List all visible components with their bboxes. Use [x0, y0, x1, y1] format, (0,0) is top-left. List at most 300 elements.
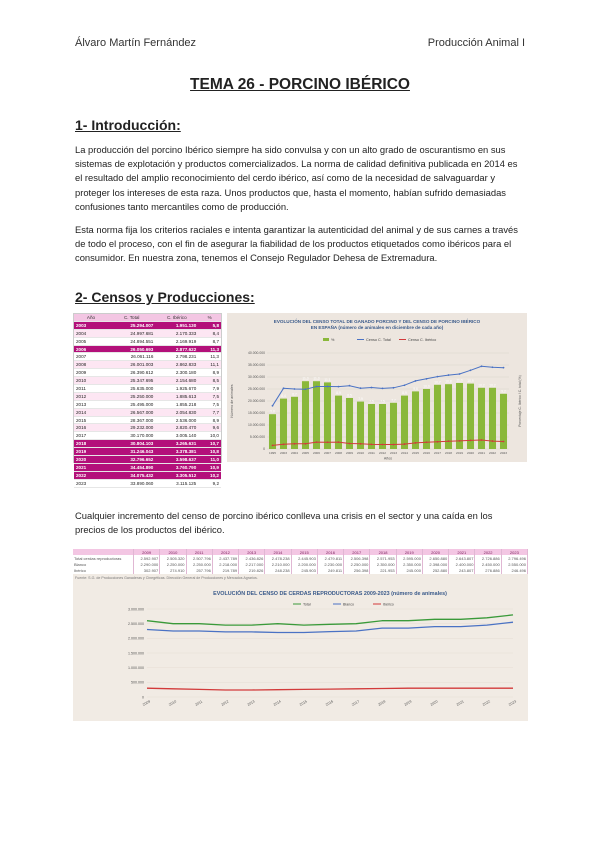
census-cell: 1.885.613: [155, 392, 198, 400]
pct-bar: [368, 404, 375, 449]
census-row: [74, 353, 221, 361]
census-cell: 2013: [74, 400, 108, 408]
census-cell: 2022: [74, 471, 108, 479]
x-tick-label: 2005: [302, 451, 309, 455]
sows-cell: 245.903: [291, 568, 317, 574]
census-cell: 8,9: [198, 369, 221, 377]
x-tick-label: 2018: [445, 451, 452, 455]
census-cell: 30.170.000: [108, 432, 155, 440]
census-cell: 2006: [74, 345, 108, 353]
census-cell: 2011: [74, 385, 108, 393]
col-header: %: [198, 314, 221, 321]
census-row: [74, 463, 221, 471]
census-cell: 11,0: [198, 456, 221, 464]
census-row: [74, 400, 221, 408]
x-tick-label: 2015: [298, 699, 308, 707]
x-tick-label: 2009: [142, 699, 151, 707]
bar-data-label: 8,5: [347, 393, 352, 398]
census-point: [459, 440, 461, 442]
sows-cell: 2.595.000: [396, 555, 422, 561]
sows-cell: 2.250.000: [186, 561, 212, 567]
sows-col-header: 2013: [239, 549, 265, 555]
census-cell: 3.305.512: [155, 471, 198, 479]
pct-bar: [445, 384, 452, 449]
sows-cell: Total cerdas reproductoras: [73, 555, 134, 561]
census-cell: 7,5: [198, 400, 221, 408]
census-cell: 26.390.612: [108, 369, 155, 377]
x-tick-label: 2003: [280, 451, 287, 455]
census-cell: 26.061.116: [108, 353, 155, 361]
legend-swatch: [323, 338, 329, 341]
census-point: [338, 386, 340, 388]
sows-cell: 2.398.000: [422, 561, 448, 567]
sows-row: [73, 555, 528, 561]
census-point: [415, 380, 417, 382]
intro-paragraph-1: La producción del porcino Ibérico siempre ha sido convulsa y con un alto grado de oscurantismo en sus sistemas de explotación y productos comercializados. La norma de calidad definitiva publicada en 2014 es el resultado del amplio reconocimiento del cerdo ibérico, así como de la necesidad de salvaguardar y proteger los intereses de esta raza. Unos productos que, hasta el momento, habían sufrido demasiadas confusiones tanto mercantiles como de producción.: [75, 144, 518, 212]
x-tick-label: 2004: [291, 451, 298, 455]
census-row: [74, 361, 221, 369]
sows-cell: Ibérico: [73, 568, 134, 574]
census-cell: 10,7: [198, 440, 221, 448]
col-header: Año: [74, 314, 108, 321]
sows-cell: 2.437.789: [212, 555, 238, 561]
census-cell: 32.796.652: [108, 456, 155, 464]
x-tick-label: 2021: [478, 451, 485, 455]
census-cell: 8,9: [198, 416, 221, 424]
bar-data-label: 9,2: [501, 389, 506, 394]
census-cell: 9,6: [198, 424, 221, 432]
sows-cell: 2.796.496: [501, 555, 527, 561]
census-row: [74, 448, 221, 456]
census-cell: 24.997.681: [108, 329, 155, 337]
census-cell: 3.378.381: [155, 448, 198, 456]
census-cell: 2.798.231: [155, 353, 198, 361]
census-cell: 10,8: [198, 448, 221, 456]
x-tick-label: 2019: [456, 451, 463, 455]
x-tick-label: 2019: [403, 699, 413, 707]
sows-cell: 256.398: [344, 568, 370, 574]
census-row: [74, 377, 221, 385]
sows-cell: 2.400.000: [449, 561, 475, 567]
sows-cell: 2.350.000: [370, 561, 396, 567]
y-tick-label: 25.000.000: [248, 387, 265, 392]
sows-cell: 2.450.000: [475, 561, 501, 567]
census-cell: 2018: [74, 440, 108, 448]
bar-data-label: 7,5: [380, 399, 385, 404]
sows-cell: 2.436.826: [239, 555, 265, 561]
sows-col-header: 2012: [212, 549, 238, 555]
sows-col-header: 2014: [265, 549, 291, 555]
census-cell: 2015: [74, 416, 108, 424]
bar-data-label: 11,3: [302, 376, 309, 381]
sows-cell: 2.505.320: [160, 555, 186, 561]
col-header: C. Ibérico: [155, 314, 198, 321]
census-cell: 30.804.103: [108, 440, 155, 448]
census-point: [316, 441, 318, 443]
x-tick-label: 2017: [351, 699, 361, 707]
sows-col-header: 2020: [422, 549, 448, 555]
y-tick-label: 40.000.000: [248, 351, 265, 356]
pct-bar: [357, 402, 364, 449]
sows-col-header: 2009: [134, 549, 160, 555]
census-cell: 24.894.551: [108, 337, 155, 345]
x-tick-label: 2014: [401, 451, 408, 455]
sows-cell: 2.445.903: [291, 555, 317, 561]
pct-bar: [324, 382, 331, 449]
pct-bar: [302, 381, 309, 449]
census-point: [470, 369, 472, 371]
sows-cell: 219.789: [212, 568, 238, 574]
sows-cell: 2.210.000: [265, 561, 291, 567]
census-cell: 2.170.333: [155, 329, 198, 337]
census-cell: 33.890.060: [108, 479, 155, 487]
census-cell: 2.536.000: [155, 416, 198, 424]
x-axis-label: Años: [383, 456, 393, 461]
sows-cell: 219.826: [239, 568, 265, 574]
sows-cell: 2.230.000: [317, 561, 343, 567]
sows-table: [73, 549, 528, 574]
bar-data-label: 9,6: [413, 386, 418, 391]
census-cell: 2007: [74, 353, 108, 361]
sows-cell: 248.238: [265, 568, 291, 574]
census-cell: 25.294.007: [108, 321, 155, 329]
census-cell: 3.598.637: [155, 456, 198, 464]
census-row: [74, 345, 221, 353]
pct-bar: [467, 384, 474, 449]
y-tick-label: 2.000.000: [128, 636, 144, 641]
census-point: [349, 385, 351, 387]
census-point: [404, 384, 406, 386]
census-point: [360, 387, 362, 389]
census-cell: 2005: [74, 337, 108, 345]
col-header: C. Total: [108, 314, 155, 321]
bar-data-label: 11,1: [324, 377, 331, 382]
sows-col-header: 2011: [186, 549, 212, 555]
y2-axis-label: Porcentaje C. Ibérico / C. total (%): [518, 375, 522, 427]
y-axis-label: Número de animales: [230, 384, 234, 418]
census-cell: 2012: [74, 392, 108, 400]
y-tick-label: 35.000.000: [248, 363, 265, 368]
y-tick-label: 1.500.000: [128, 651, 144, 656]
pct-bar: [291, 397, 298, 449]
sows-line-iberico: [147, 688, 513, 690]
legend-label: Blanco: [343, 602, 354, 607]
pct-bar: [379, 404, 386, 449]
x-tick-label: 2011: [368, 451, 375, 455]
x-tick-label: 2012: [220, 699, 230, 707]
bar-data-label: 11,3: [313, 376, 320, 381]
census-cell: 2023: [74, 479, 108, 487]
census-cell: 7,9: [198, 385, 221, 393]
census-cell: 10,2: [198, 471, 221, 479]
census-row: [74, 392, 221, 400]
x-tick-label: 2015: [412, 451, 419, 455]
intro-paragraph-2: Esta norma fija los criterios raciales e intenta garantizar la autenticidad del animal y de sus carnes a través de todo el proceso, con el fin de asegurar la fiabilidad de los productos etiquetados como ibéricos para el consumidor. En nuestra zona, tenemos el Consejo Regulador Dehesa de Extremadura.: [75, 224, 518, 264]
census-point: [503, 441, 505, 443]
census-row: [74, 329, 221, 337]
census-cell: 2.862.833: [155, 361, 198, 369]
census-row: [74, 471, 221, 479]
sows-col-header: 2023: [501, 549, 527, 555]
x-tick-label: 2023: [500, 451, 507, 455]
bar-data-label: 8,9: [402, 391, 407, 396]
census-cell: 2.877.622: [155, 345, 198, 353]
chart2-title: EVOLUCIÓN DEL CENSO DE CERDAS REPRODUCTORAS 2009-2023 (número de animales): [213, 591, 447, 597]
census-cell: 26.050.693: [108, 345, 155, 353]
sows-col-header: 2016: [317, 549, 343, 555]
sows-cell: 2.478.238: [265, 555, 291, 561]
x-tick-label: 2022: [489, 451, 496, 455]
census-cell: 1.951.130: [155, 321, 198, 329]
census-cell: 2.169.919: [155, 337, 198, 345]
pct-bar: [489, 388, 496, 449]
census-table: [73, 313, 222, 486]
bar-data-label: 10,7: [434, 380, 441, 385]
census-cell: 2008: [74, 361, 108, 369]
census-table-header: [74, 314, 221, 321]
census-point: [426, 378, 428, 380]
census-row: [74, 321, 221, 329]
census-row: [74, 456, 221, 464]
x-tick-label: 2016: [325, 699, 334, 707]
x-tick-label: 2014: [272, 699, 282, 707]
y-tick-label: 5.000.000: [249, 435, 265, 440]
census-cell: 10,0: [198, 432, 221, 440]
pct-bar: [269, 414, 276, 449]
census-cell: 8,4: [198, 329, 221, 337]
sows-cell: 2.571.953: [370, 555, 396, 561]
census-row: [74, 416, 221, 424]
census-cell: 2016: [74, 424, 108, 432]
census-cell: 2.300.180: [155, 369, 198, 377]
sows-cell: 2.350.000: [396, 561, 422, 567]
legend-label: Censo C. Total: [366, 338, 391, 342]
census-cell: 26.001.003: [108, 361, 155, 369]
census-cell: 26.567.000: [108, 408, 155, 416]
census-cell: 25.347.695: [108, 377, 155, 385]
pct-bar: [346, 398, 353, 449]
census-point: [294, 388, 296, 390]
sows-cell: 2.650.880: [422, 555, 448, 561]
census-point: [338, 441, 340, 443]
census-cell: 10,9: [198, 463, 221, 471]
legend-label: Ibérico: [383, 602, 394, 607]
census-point: [448, 374, 450, 376]
sows-chart-svg: [113, 585, 525, 718]
census-cell: 2014: [74, 408, 108, 416]
census-cell: 7,5: [198, 392, 221, 400]
sows-cell: 245.000: [396, 568, 422, 574]
census-cell: 25.250.000: [108, 392, 155, 400]
x-tick-label: 2013: [390, 451, 397, 455]
sows-cell: 2.200.000: [291, 561, 317, 567]
chart1-title: EVOLUCIÓN DEL CENSO TOTAL DE GANADO PORCINO Y DEL CENSO DE PORCINO IBÉRICO EN ESPAÑA (número de animales en diciembre de cada año): [273, 319, 481, 330]
sows-col-header: 2018: [370, 549, 396, 555]
census-cell: 25.495.000: [108, 400, 155, 408]
census-point: [305, 388, 307, 390]
census-point: [371, 387, 373, 389]
census-cell: 2.154.680: [155, 377, 198, 385]
bar-data-label: 10,2: [489, 383, 496, 388]
x-tick-label: 2013: [246, 699, 256, 707]
census-cell: 3.265.631: [155, 440, 198, 448]
census-row: [74, 440, 221, 448]
census-point: [382, 444, 384, 446]
page-title: TEMA 26 - PORCINO IBÉRICO: [190, 76, 410, 93]
census-row: [74, 424, 221, 432]
census-row: [74, 337, 221, 345]
census-cell: 3.005.140: [155, 432, 198, 440]
x-tick-label: 2022: [481, 699, 491, 707]
census-cell: 3.115.125: [155, 479, 198, 487]
census-cell: 7,7: [198, 408, 221, 416]
x-tick-label: 2021: [455, 699, 465, 707]
section-census-heading: 2- Censos y Producciones:: [75, 289, 255, 305]
census-row: [74, 432, 221, 440]
legend-label: Censo C. Ibérico: [408, 338, 437, 342]
bar-data-label: 7,7: [391, 398, 396, 403]
census-cell: 2.820.470: [155, 424, 198, 432]
bar-data-label: 11,0: [456, 378, 463, 383]
y-tick-label: 0: [142, 695, 144, 700]
census-cell: 2021: [74, 463, 108, 471]
bar-data-label: 10,9: [467, 379, 474, 384]
census-cell: 3.760.790: [155, 463, 198, 471]
pct-bar: [412, 391, 419, 449]
y-tick-label: 30.000.000: [248, 375, 265, 380]
sows-cell: 2.506.398: [344, 555, 370, 561]
census-cell: 11,1: [198, 361, 221, 369]
census-cell: 28.367.000: [108, 416, 155, 424]
x-tick-label: 2011: [194, 699, 204, 707]
census-point: [327, 441, 329, 443]
census-point: [437, 376, 439, 378]
sows-row: [73, 561, 528, 567]
census-row: [74, 479, 221, 487]
y-tick-label: 20.000.000: [248, 399, 265, 404]
census-point: [294, 443, 296, 445]
census-point: [459, 373, 461, 375]
census-point: [404, 443, 406, 445]
sows-cell: 276.886: [475, 568, 501, 574]
x-tick-label: 2010: [168, 699, 178, 707]
sows-col-header: 2017: [344, 549, 370, 555]
x-tick-label: 2009: [346, 451, 353, 455]
sows-cell: 257.796: [186, 568, 212, 574]
sows-cell: 302.907: [134, 568, 160, 574]
y-tick-label: 500.000: [131, 680, 144, 685]
census-point: [283, 387, 285, 389]
sows-col-header: 2022: [475, 549, 501, 555]
bar-data-label: 8,9: [336, 391, 341, 396]
census-point: [470, 439, 472, 441]
sows-cell: 246.496: [501, 568, 527, 574]
census-point: [481, 365, 483, 367]
census-cell: 8,7: [198, 337, 221, 345]
census-cell: 34.075.432: [108, 471, 155, 479]
census-cell: 34.454.890: [108, 463, 155, 471]
census-paragraph: Cualquier incremento del censo de porcino ibérico conlleva una crisis en el sector y una caída en los precios de los productos del ibérico.: [75, 510, 493, 536]
sows-cell: 2.290.000: [134, 561, 160, 567]
sows-cell: 2.250.000: [344, 561, 370, 567]
census-point: [448, 440, 450, 442]
sows-cell: 252.880: [422, 568, 448, 574]
census-cell: 2.054.830: [155, 408, 198, 416]
census-cell: 2004: [74, 329, 108, 337]
bar-data-label: 8,4: [281, 394, 286, 399]
census-point: [272, 445, 274, 447]
y-tick-label: 15.000.000: [248, 411, 265, 416]
census-cell: 31.246.043: [108, 448, 155, 456]
x-tick-label: 2010: [357, 451, 364, 455]
sows-row: [73, 568, 528, 574]
y-tick-label: 0: [263, 447, 265, 452]
x-tick-label: 2007: [324, 451, 331, 455]
x-tick-label: 2018: [377, 699, 387, 707]
sows-cell: 2.550.000: [501, 561, 527, 567]
x-tick-label: 2023: [508, 699, 517, 707]
sows-cell: Blanco: [73, 561, 134, 567]
sows-cell: 2.217.000: [239, 561, 265, 567]
census-point: [283, 443, 285, 445]
section-intro-heading: 1- Introducción:: [75, 117, 181, 133]
sows-col-header: 2019: [396, 549, 422, 555]
x-tick-label: 1995: [269, 451, 276, 455]
legend-label: %: [331, 338, 335, 342]
census-cell: 2020: [74, 456, 108, 464]
bar-data-label: 10,2: [478, 383, 485, 388]
x-tick-label: 2006: [313, 451, 320, 455]
sows-col-header: 2021: [449, 549, 475, 555]
census-row: [74, 385, 221, 393]
census-cell: 11,3: [198, 345, 221, 353]
sows-cell: 2.218.000: [212, 561, 238, 567]
sows-cell: 249.811: [317, 568, 343, 574]
census-point: [349, 443, 351, 445]
census-cell: 2009: [74, 369, 108, 377]
bar-data-label: 7,9: [358, 397, 363, 402]
sows-cell: 2.507.796: [186, 555, 212, 561]
y-tick-label: 3.000.000: [128, 607, 144, 612]
sows-table-note: Fuente: S.G. de Producciones Ganaderas y Cinegéticas. Dirección General de Producciones y Mercados Agrarios.: [75, 576, 258, 580]
x-tick-label: 2020: [467, 451, 474, 455]
sows-cell: 2.250.000: [160, 561, 186, 567]
bar-data-label: 10,0: [423, 384, 430, 389]
pct-bar: [280, 399, 287, 449]
sows-cell: 2.479.811: [317, 555, 343, 561]
census-point: [481, 439, 483, 441]
bar-data-label: 10,8: [445, 379, 452, 384]
census-row: [74, 369, 221, 377]
pct-bar: [423, 389, 430, 449]
census-cell: 11,3: [198, 353, 221, 361]
census-point: [393, 444, 395, 446]
bar-data-label: 5,8: [270, 409, 275, 414]
census-point: [272, 405, 274, 407]
census-cell: 8,5: [198, 377, 221, 385]
census-point: [492, 440, 494, 442]
census-chart-svg: [227, 313, 527, 462]
census-cell: 5,8: [198, 321, 221, 329]
sows-cell: 2.643.807: [449, 555, 475, 561]
sows-figure: [73, 549, 528, 721]
pct-bar: [335, 396, 342, 449]
sows-col-header: 2015: [291, 549, 317, 555]
census-cell: 2019: [74, 448, 108, 456]
census-point: [426, 441, 428, 443]
census-point: [382, 388, 384, 390]
census-point: [360, 443, 362, 445]
